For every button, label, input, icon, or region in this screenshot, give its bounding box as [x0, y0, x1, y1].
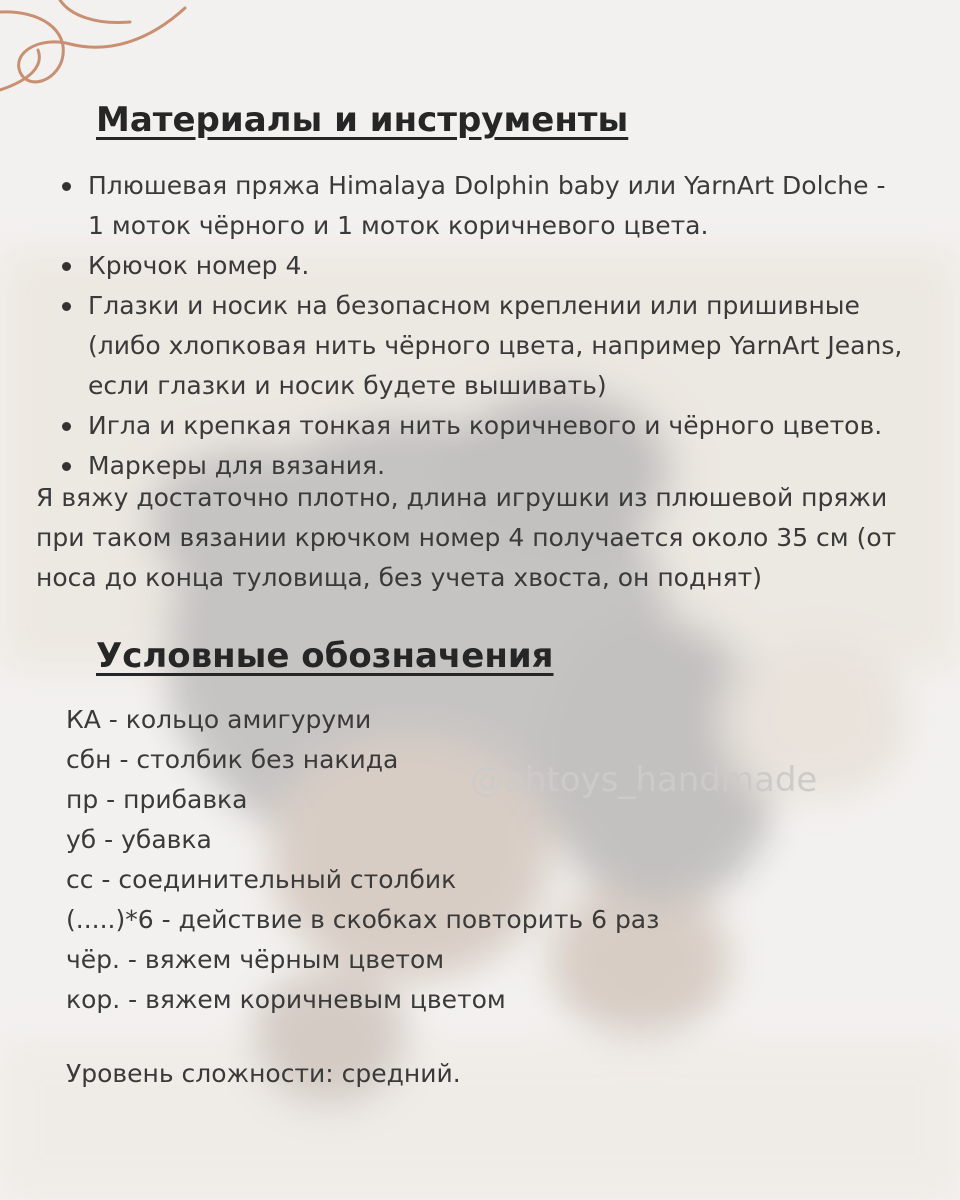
legend-item: кор. - вяжем коричневым цветом [66, 985, 506, 1014]
list-item: Глазки и носик на безопасном креплении или пришивные (либо хлопковая нить чёрного цвета, например YarnArt Jeans, если глазки и носик будете вышивать) [58, 286, 908, 406]
legend-item: уб - убавка [66, 825, 212, 854]
materials-heading: Материалы и инструменты [96, 100, 629, 140]
legend-item: (.....)*6 - действие в скобках повторить 6 раз [66, 905, 660, 934]
legend-list [66, 700, 659, 1020]
bullet-icon [62, 262, 71, 271]
list-item: Крючок номер 4. [58, 246, 908, 286]
list-item: Игла и крепкая тонкая нить коричневого и чёрного цветов. [58, 406, 908, 446]
bullet-icon [62, 182, 71, 191]
watermark: @ahtoys_handmade [470, 760, 818, 800]
legend-item: сс - соединительный столбик [66, 865, 457, 894]
swirl-decoration [0, 0, 185, 90]
list-item: Маркеры для вязания. [58, 446, 908, 486]
legend-item: чёр. - вяжем чёрным цветом [66, 945, 445, 974]
materials-list [58, 166, 908, 486]
bullet-icon [62, 422, 71, 431]
list-item: Плюшевая пряжа Himalaya Dolphin baby или YarnArt Dolche - 1 моток чёрного и 1 моток коричневого цвета. [58, 166, 908, 246]
size-note: Я вяжу достаточно плотно, длина игрушки из плюшевой пряжи при таком вязании крючком номер 4 получается около 35 см (от носа до конца туловища, без учета хвоста, он поднят) [36, 483, 897, 592]
legend-heading: Условные обозначения [96, 636, 554, 676]
bullet-icon [62, 462, 71, 471]
legend-item: сбн - столбик без накида [66, 745, 399, 774]
legend-item: пр - прибавка [66, 785, 248, 814]
bullet-icon [62, 302, 71, 311]
legend-item: КА - кольцо амигуруми [66, 705, 372, 734]
difficulty-level: Уровень сложности: средний. [66, 1059, 461, 1088]
